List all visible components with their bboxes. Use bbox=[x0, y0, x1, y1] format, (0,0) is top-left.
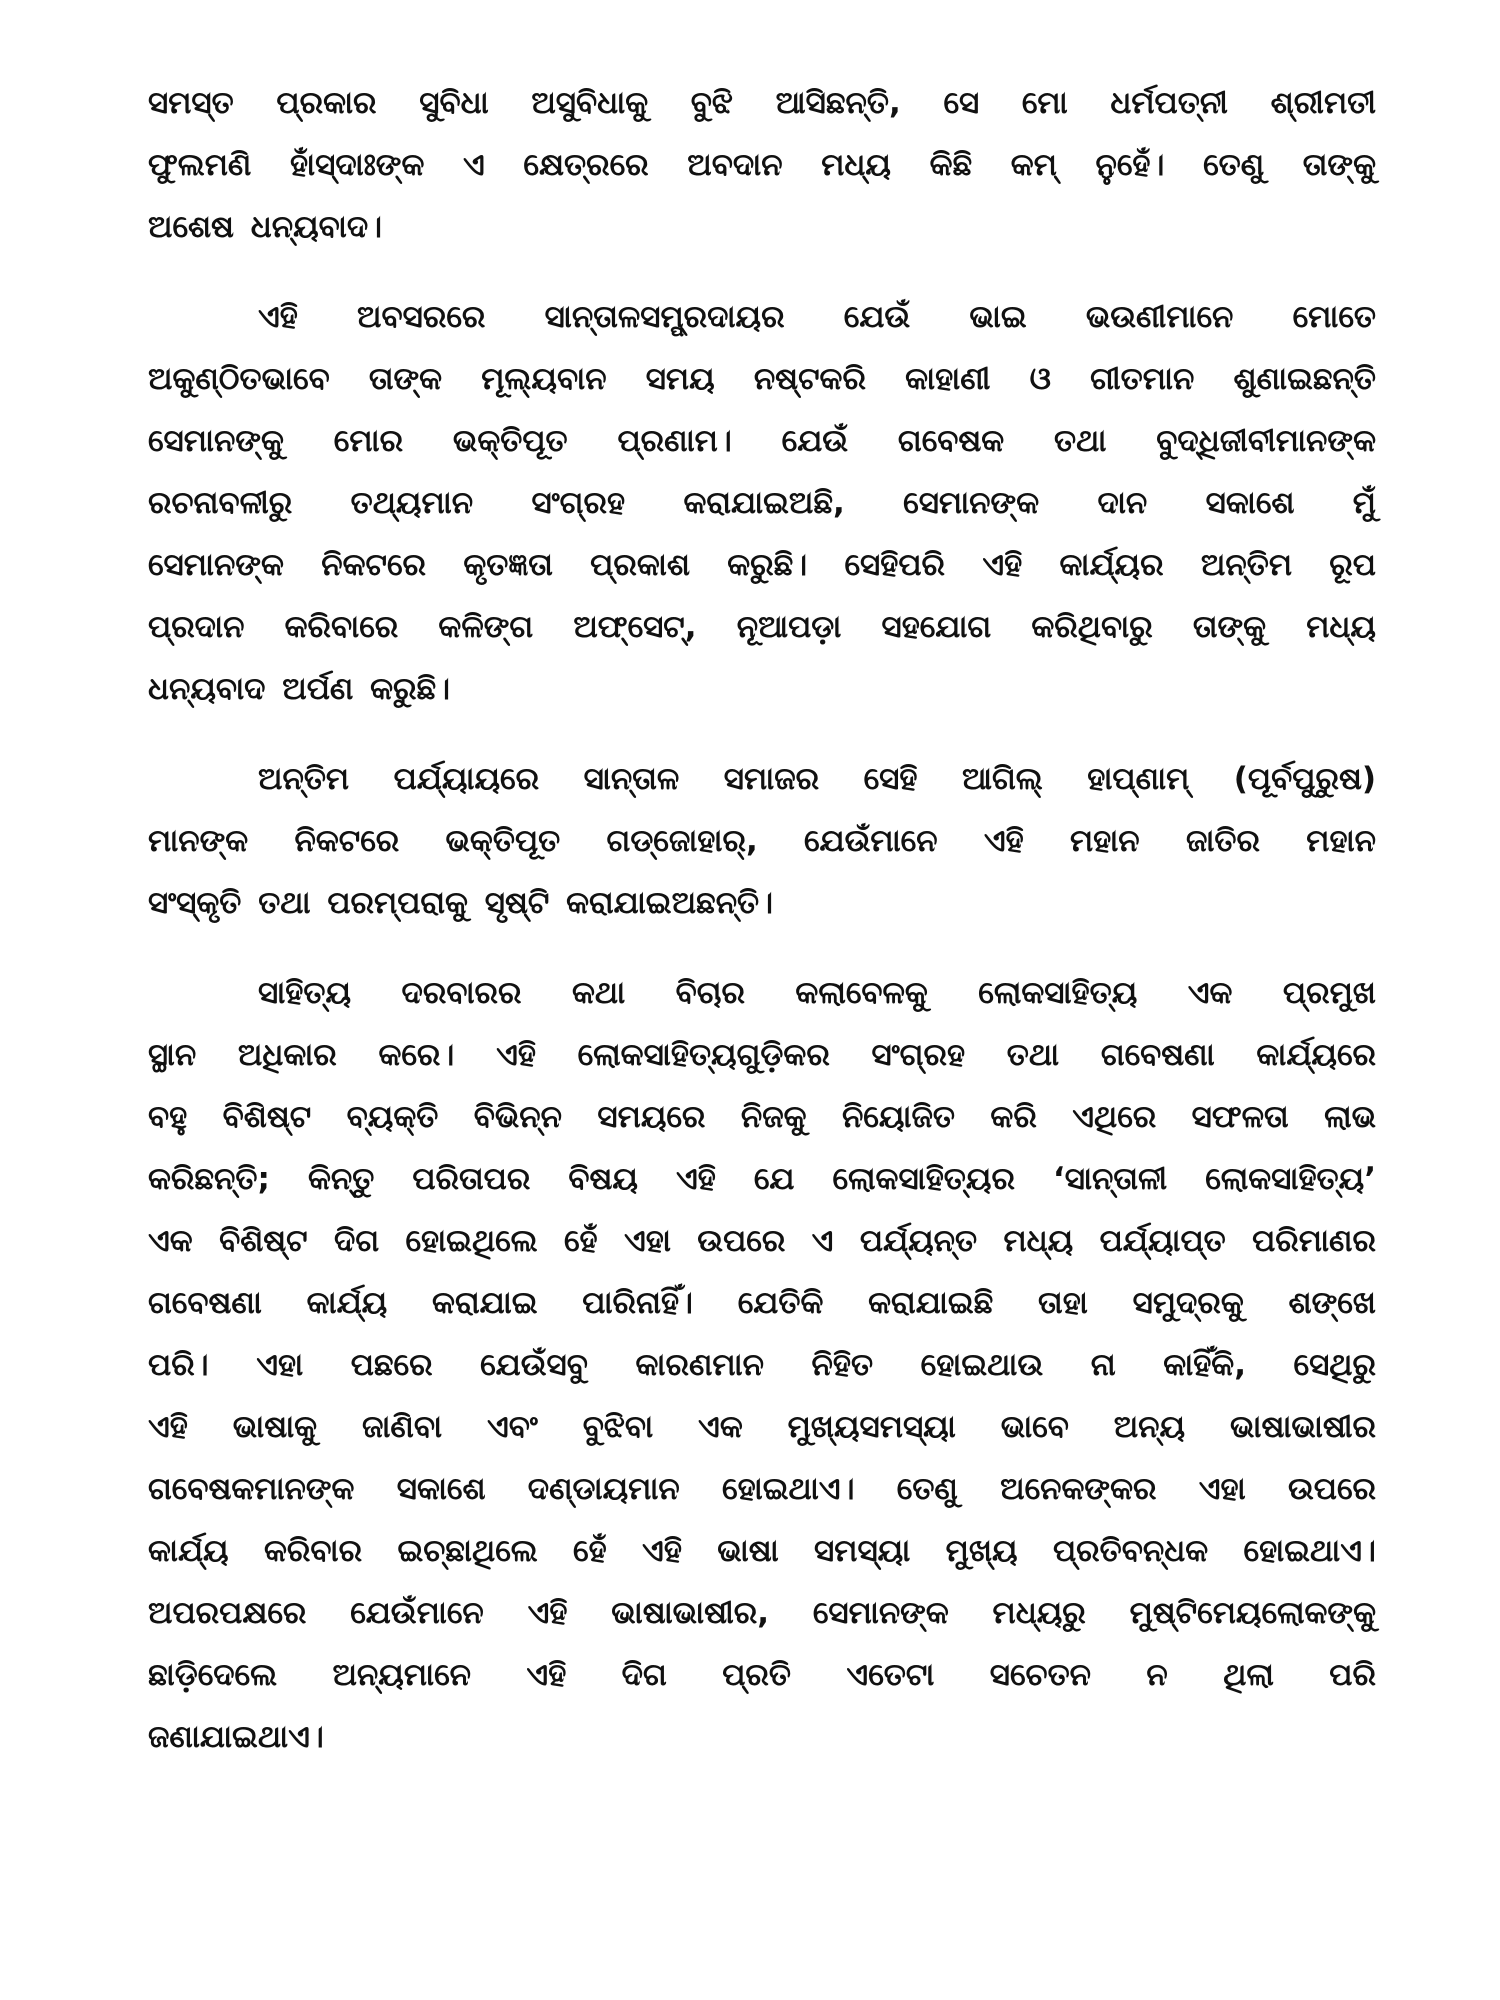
text-line: ଏକ ବିଶିଷ୍ଟ ଦିଗ ହୋଇଥିଲେ ହେଁ ଏହା ଉପରେ ଏ ପର୍ଯ୍ୟନ୍ତ ମଧ୍ୟ ପର୍ଯ୍ୟାପ୍ତ ପରିମାଣର bbox=[148, 1223, 1376, 1259]
text-line: ପରି। ଏହା ପଛରେ ଯେଉଁସବୁ କାରଣମାନ ନିହିତ ହୋଇଥାଉ ନା କାହିଁକି, ସେଥିରୁ bbox=[148, 1347, 1376, 1383]
text-line: ଅପରପକ୍ଷରେ ଯେଉଁମାନେ ଏହି ଭାଷାଭାଷୀର, ସେମାନଙ୍କ ମଧ୍ୟରୁ ମୁଷ୍ଟିମେୟଲୋକଙ୍କୁ bbox=[148, 1595, 1376, 1631]
text-line: ଅନ୍ତିମ ପର୍ଯ୍ୟାୟରେ ସାନ୍ତାଳ ସମାଜର ସେହି ଆଗିଲ୍ ହାପ୍‌ଣାମ୍ (ପୂର୍ବପୁରୁଷ) bbox=[258, 761, 1376, 797]
text-line: କରିଛନ୍ତି; କିନ୍ତୁ ପରିତାପର ବିଷୟ ଏହି ଯେ ଲୋକସାହିତ୍ୟର ‘ସାନ୍ତାଳୀ ଲୋକସାହିତ୍ୟ’ bbox=[148, 1161, 1376, 1197]
text-line: ସେମାନଙ୍କୁ ମୋର ଭକ୍ତିପୂତ ପ୍ରଣାମ। ଯେଉଁ ଗବେଷକ ତଥା ବୁଦ୍ଧିଜୀବୀମାନଙ୍କ bbox=[148, 423, 1376, 459]
text-line: ଅଶେଷ ଧନ୍ୟବାଦ। bbox=[148, 209, 383, 245]
text-line: ଏହି ଭାଷାକୁ ଜାଣିବା ଏବଂ ବୁଝିବା ଏକ ମୁଖ୍ୟସମସ୍ୟା ଭାବେ ଅନ୍ୟ ଭାଷାଭାଷୀର bbox=[148, 1409, 1376, 1445]
text-line: ଗବେଷଣା କାର୍ଯ୍ୟ କରାଯାଇ ପାରିନାହିଁ। ଯେତିକି କରାଯାଇଛି ତାହା ସମୁଦ୍ରକୁ ଶଙ୍ଖେ bbox=[148, 1285, 1376, 1321]
text-line: ଧନ୍ୟବାଦ ଅର୍ପଣ କରୁଛି। bbox=[148, 671, 451, 707]
text-line: ଅକୁଣ୍ଠିତଭାବେ ତାଙ୍କ ମୂଲ୍ୟବାନ ସମୟ ନଷ୍ଟକରି କାହାଣୀ ଓ ଗୀତମାନ ଶୁଣାଇଛନ୍ତି bbox=[148, 361, 1376, 397]
text-line: ଏହି ଅବସରରେ ସାନ୍ତାଳସମ୍ପ୍ରଦାୟର ଯେଉଁ ଭାଇ ଭଉଣୀମାନେ ମୋତେ bbox=[258, 299, 1376, 335]
text-line: ଛାଡ଼ିଦେଲେ ଅନ୍ୟମାନେ ଏହି ଦିଗ ପ୍ରତି ଏତେଟା ସଚେତନ ନ ଥିଲା ପରି bbox=[148, 1657, 1376, 1693]
text-line: ମାନଙ୍କ ନିକଟରେ ଭକ୍ତିପୂତ ଗଡ୍‌ଜୋହାର୍, ଯେଉଁମାନେ ଏହି ମହାନ ଜାତିର ମହାନ bbox=[148, 823, 1376, 859]
text-line: ସେମାନଙ୍କ ନିକଟରେ କୃତଜ୍ଞତା ପ୍ରକାଶ କରୁଛି। ସେହିପରି ଏହି କାର୍ଯ୍ୟର ଅନ୍ତିମ ରୂପ bbox=[148, 547, 1376, 583]
text-line: ଫୁଲମଣି ହାଁସ୍‌ଦାଃଙ୍କ ଏ କ୍ଷେତ୍ରରେ ଅବଦାନ ମଧ୍ୟ କିଛି କମ୍ ନୁହେଁ। ତେଣୁ ତାଙ୍କୁ bbox=[148, 147, 1376, 183]
paragraph bbox=[148, 748, 1376, 934]
text-line: ବହୁ ବିଶିଷ୍ଟ ବ୍ୟକ୍ତି ବିଭିନ୍ନ ସମୟରେ ନିଜକୁ ନିୟୋଜିତ କରି ଏଥିରେ ସଫଳତା ଲାଭ bbox=[148, 1099, 1376, 1135]
paragraph bbox=[148, 72, 1376, 258]
text-line: ସଂସ୍କୃତି ତଥା ପରମ୍ପରାକୁ ସୃଷ୍ଟି କରାଯାଇଅଛନ୍ତି। bbox=[148, 885, 774, 921]
paragraph bbox=[148, 286, 1376, 720]
paragraph bbox=[148, 962, 1376, 1768]
document-page bbox=[148, 72, 1376, 1768]
text-line: ସାହିତ୍ୟ ଦରବାରର କଥା ବିଚାର କଲାବେଳକୁ ଲୋକସାହିତ୍ୟ ଏକ ପ୍ରମୁଖ bbox=[258, 975, 1376, 1011]
text-line: ପ୍ରଦାନ କରିବାରେ କଳିଙ୍ଗ ଅଫ୍‌ସେଟ୍, ନୂଆପଡ଼ା ସହଯୋଗ କରିଥିବାରୁ ତାଙ୍କୁ ମଧ୍ୟ bbox=[148, 609, 1376, 645]
text-line: ସମସ୍ତ ପ୍ରକାର ସୁବିଧା ଅସୁବିଧାକୁ ବୁଝି ଆସିଛନ୍ତି, ସେ ମୋ ଧର୍ମପତ୍ନୀ ଶ୍ରୀମତୀ bbox=[148, 85, 1376, 121]
text-line: ସ୍ଥାନ ଅଧିକାର କରେ। ଏହି ଲୋକସାହିତ୍ୟଗୁଡ଼ିକର ସଂଗ୍ରହ ତଥା ଗବେଷଣା କାର୍ଯ୍ୟରେ bbox=[148, 1037, 1376, 1073]
text-line: ରଚନାବଳୀରୁ ତଥ୍ୟମାନ ସଂଗ୍ରହ କରାଯାଇଅଛି, ସେମାନଙ୍କ ଦାନ ସକାଶେ ମୁଁ bbox=[148, 485, 1376, 521]
text-line: ଜଣାଯାଇଥାଏ। bbox=[148, 1719, 324, 1755]
text-line: କାର୍ଯ୍ୟ କରିବାର ଇଚ୍ଛାଥିଲେ ହେଁ ଏହି ଭାଷା ସମସ୍ୟା ମୁଖ୍ୟ ପ୍ରତିବନ୍ଧକ ହୋଇଥାଏ। bbox=[148, 1533, 1376, 1569]
text-line: ଗବେଷକମାନଙ୍କ ସକାଶେ ଦଣ୍ଡାୟମାନ ହୋଇଥାଏ। ତେଣୁ ଅନେକଙ୍କର ଏହା ଉପରେ bbox=[148, 1471, 1376, 1507]
